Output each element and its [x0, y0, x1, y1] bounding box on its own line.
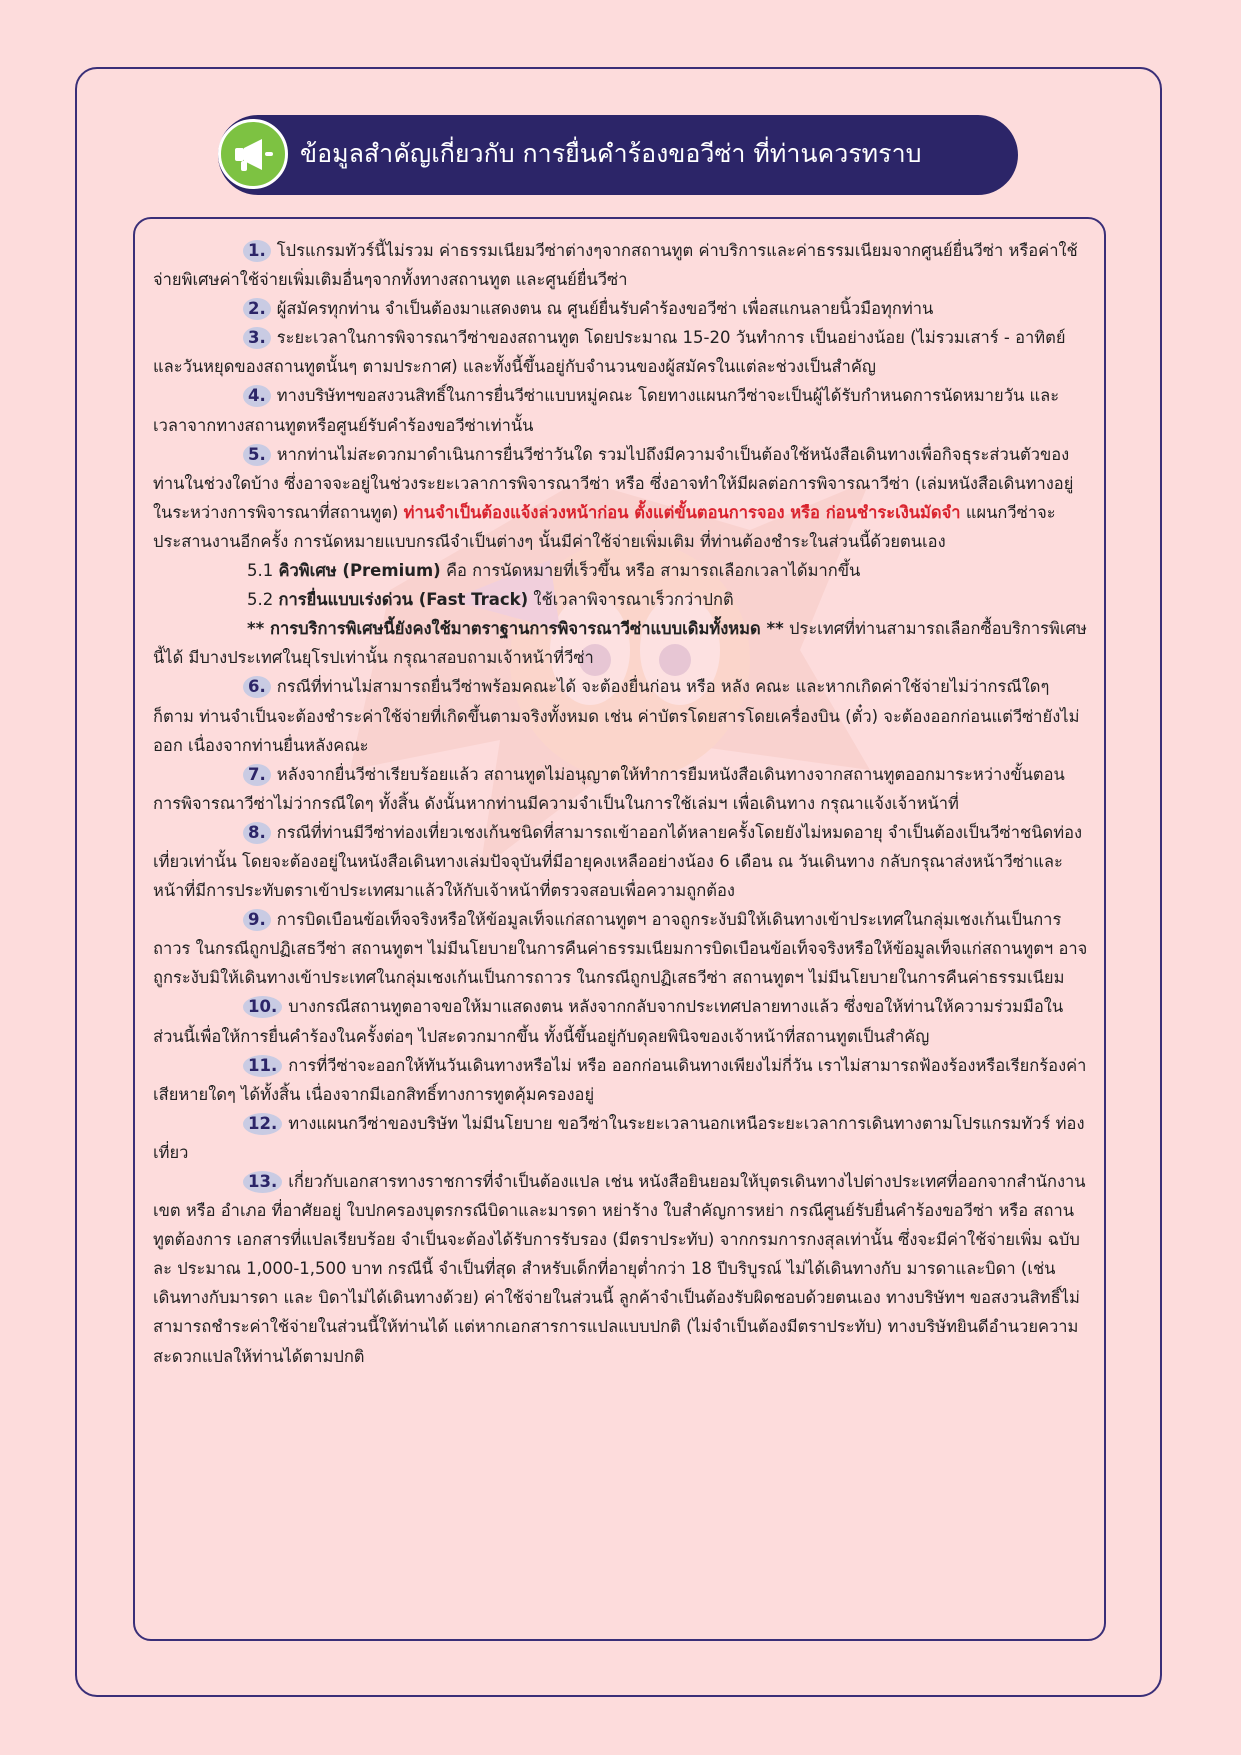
list-item [153, 905, 1088, 992]
list-item [153, 323, 1088, 381]
item-number: 7. [243, 764, 271, 786]
item-number: 1. [243, 240, 271, 262]
item-text: การบิดเบือนข้อเท็จจริงหรือให้ข้อมูลเท็จแก่สถานทูตฯ อาจถูกระงับมิให้เดินทางเข้าประเทศในกลุ่มเชงเก้นเป็นการถาวร ในกรณีถูกปฏิเสธวีซ่า สถานทูตฯ ไม่มีนโยบายในการคืนค่าธรรมเนียมการบิดเบือนข้อเท็จจริงหรือให้ข้อมูลเท็จแก่สถานทูตฯ อาจถูกระงับมิให้เดินทางเข้าประเทศในกลุ่มเชงเก้นเป็นการถาวร ในกรณีถูกปฏิเสธวีซ่า สถานทูตฯ ไม่มีนโยบายในการคืนค่าธรรมเนียม [153, 910, 1088, 988]
item-text: โปรแกรมทัวร์นี้ไม่รวม ค่าธรรมเนียมวีซ่าต่างๆจากสถานทูต ค่าบริการและค่าธรรมเนียมจากศูนย์ยื่นวีซ่า หรือค่าใช้จ่ายพิเศษค่าใช้จ่ายเพิ่มเติมอื่นๆจากทั้งทางสถานทูต และศูนย์ยื่นวีซ่า [153, 241, 1078, 290]
item-text: ทางแผนกวีซ่าของบริษัท ไม่มีนโยบาย ขอวีซ่าในระยะเวลานอกเหนือระยะเวลาการเดินทางตามโปรแกรมทัวร์ ท่องเที่ยว [153, 1113, 1085, 1162]
item-text: ผู้สมัครทุกท่าน จำเป็นต้องมาแสดงตน ณ ศูนย์ยื่นรับคำร้องขอวีซ่า เพื่อสแกนลายนิ้วมือทุกท่าน [276, 299, 934, 319]
sub-item-text: คือ การนัดหมายที่เร็วขึ้น หรือ สามารถเลือกเวลาได้มากขึ้น [445, 561, 861, 581]
item-number: 3. [243, 327, 271, 349]
item-text: แผนกวีซ่าจะประสานงานอีกครั้ง การนัดหมายแบบกรณีจำเป็นต่างๆ นั้นมีค่าใช้จ่ายเพิ่มเติม ที่ท่านต้องชำระในส่วนนี้ด้วยตนเอง [153, 502, 1056, 551]
item-text: ทางบริษัทฯขอสงวนสิทธิ์ในการยื่นวีซ่าแบบหมู่คณะ โดยทางแผนกวีซ่าจะเป็นผู้ได้รับกำหนดการนัดหมายวัน และเวลาจากทางสถานทูตหรือศูนย์รับคำร้องขอวีซ่าเท่านั้น [153, 386, 1060, 435]
item-number: 11. [243, 1055, 282, 1077]
megaphone-icon [218, 119, 288, 189]
sub-item-title: คิวพิเศษ (Premium) [278, 561, 441, 581]
page-title: ข้อมูลสำคัญเกี่ยวกับ การยื่นคำร้องขอวีซ่า ที่ท่านควรทราบ [300, 139, 922, 168]
item-number: 10. [243, 996, 282, 1018]
sub-item [153, 556, 1088, 585]
item-text: การที่วีซ่าจะออกให้ทันวันเดินทางหรือไม่ หรือ ออกก่อนเดินทางเพียงไม่กี่วัน เราไม่สามารถฟ้องร้องหรือเรียกร้องค่าเสียหายใดๆ ได้ทั้งสิ้น เนื่องจากมีเอกสิทธิ์ทางการทูตคุ้มครองอยู่ [153, 1055, 1087, 1104]
item-number: 6. [243, 676, 271, 698]
item-number: 5. [243, 444, 271, 466]
list-item [153, 818, 1088, 905]
item-text: บางกรณีสถานทูตอาจขอให้มาแสดงตน หลังจากกลับจากประเทศปลายทางแล้ว ซึ่งขอให้ท่านให้ความร่วมมือในส่วนนี้เพื่อให้การยื่นคำร้องในครั้งต่อๆ ไปสะดวกมากขึ้น ทั้งนี้ขึ้นอยู่กับดุลยพินิจของเจ้าหน้าที่สถานทูตเป็นสำคัญ [153, 997, 1064, 1046]
item-text: กรณีที่ท่านไม่สามารถยื่นวีซ่าพร้อมคณะได้ จะต้องยื่นก่อน หรือ หลัง คณะ และหากเกิดค่าใช้จ่ายไม่ว่ากรณีใดๆ ก็ตาม ท่านจำเป็นจะต้องชำระค่าใช้จ่ายที่เกิดขึ้นตามจริงทั้งหมด เช่น ค่าบัตรโดยสารโดยเครื่องบิน (ตั๋ว) จะต้องออกก่อนแต่วีซ่ายังไม่ออก เนื่องจากท่านยื่นหลังคณะ [153, 677, 1080, 755]
item-number: 13. [243, 1171, 282, 1193]
item-number: 12. [243, 1113, 282, 1135]
item-text: กรณีที่ท่านมีวีซ่าท่องเที่ยวเชงเก้นชนิดที่สามารถเข้าออกได้หลายครั้งโดยยังไม่หมดอายุ จำเป็นต้องเป็นวีซ่าชนิดท่องเที่ยวเท่านั้น โดยจะต้องอยู่ในหนังสือเดินทางเล่มปัจจุบันที่มีอายุคงเหลืออย่างน้อง 6 เดือน ณ วันเดินทาง กลับกรุณาส่งหน้าวีซ่าและหน้าที่มีการประทับตราเข้าประเทศมาแล้วให้กับเจ้าหน้าที่ตรวจสอบเพื่อความถูกต้อง [153, 822, 1083, 901]
list-item [153, 1167, 1088, 1371]
sub-item-number: 5.1 [247, 561, 274, 581]
item-text: หากท่านไม่สะดวกมาดำเนินการยื่นวีซ่าวันใด รวมไปถึงมีความจำเป็นต้องใช้หนังสือเดินทางเพื่อกิจธุระส่วนตัวของท่านในช่วงใดบ้าง ซึ่งอาจจะอยู่ในช่วงระยะเวลาการพิจารณาวีซ่า หรือ ซึ่งอาจทำให้มีผลต่อการพิจารณาวีซ่า (เล่มหนังสือเดินทางอยู่ในระหว่างการพิจารณาที่สถานทูต) [153, 444, 1074, 522]
list-item [153, 992, 1088, 1050]
item-number: 9. [243, 909, 271, 931]
list-item [153, 1051, 1088, 1109]
sub-item-number: 5.2 [247, 590, 274, 610]
sub-item [153, 585, 1088, 614]
terms-content [153, 236, 1088, 1371]
sub-item-text: ใช้เวลาพิจารณาเร็วกว่าปกติ [533, 590, 734, 610]
list-item [153, 381, 1088, 439]
item-number: 8. [243, 822, 271, 844]
item-number: 2. [243, 298, 271, 320]
list-item [153, 760, 1088, 818]
item-number: 4. [243, 385, 271, 407]
item-text: ระยะเวลาในการพิจารณาวีซ่าของสถานทูต โดยประมาณ 15-20 วันทำการ เป็นอย่างน้อย (ไม่รวมเสาร์ - อาทิตย์ และวันหยุดของสถานทูตนั้นๆ ตามประกาศ) และทั้งนี้ขึ้นอยู่กับจำนวนของผู้สมัครในแต่ละช่วงเป็นสำคัญ [153, 328, 1066, 377]
warning-text: ท่านจำเป็นต้องแจ้งล่วงหน้าก่อน ตั้งแต่ขั้นตอนการจอง หรือ ก่อนชำระเงินมัดจำ [403, 502, 961, 522]
sub-item-title: การยื่นแบบเร่งด่วน (Fast Track) [278, 590, 529, 610]
note-text: ประเทศที่ท่านสามารถเลือกซื้อบริการพิเศษนี้ได้ มีบางประเทศในยุโรปเท่านั้น กรุณาสอบถามเจ้าหน้าที่วีซ่า [153, 619, 1087, 668]
list-item [153, 440, 1088, 556]
note-title: ** การบริการพิเศษนี้ยังคงใช้มาตราฐานการพิจารณาวีซ่าแบบเดิมทั้งหมด ** [247, 619, 784, 639]
item-text: หลังจากยื่นวีซ่าเรียบร้อยแล้ว สถานทูตไม่อนุญาตให้ทำการยืมหนังสือเดินทางจากสถานทูตออกมาระหว่างขั้นตอนการพิจารณาวีซ่าไม่ว่ากรณีใดๆ ทั้งสิ้น ดังนั้นหากท่านมีความจำเป็นในการใช้เล่มฯ เพื่อเดินทาง กรุณาแจ้งเจ้าหน้าที่ [153, 764, 1065, 813]
note-paragraph [153, 614, 1088, 672]
list-item [153, 294, 1088, 323]
item-text: เกี่ยวกับเอกสารทางราชการที่จำเป็นต้องแปล เช่น หนังสือยินยอมให้บุตรเดินทางไปต่างประเทศที่ออกจากสำนักงานเขต หรือ อำเภอ ที่อาศัยอยู่ ใบปกครองบุตรกรณีบิดาและมารดา หย่าร้าง ใบสำคัญการหย่า กรณีศูนย์รับยื่นคำร้องขอวีซ่า หรือ สถานทูตต้องการ เอกสารที่แปลเรียบร้อย จำเป็นจะต้องได้รับการรับรอง (มีตราประทับ) จากกรมการกงสุลเท่านั้น ซึ่งจะมีค่าใช้จ่ายเพิ่ม ฉบับละ ประมาณ 1,000-1,500 บาท กรณีนี้ จำเป็นที่สุด สำหรับเด็กที่อายุต่ำกว่า 18 ปีบริบูรณ์ ไม่ได้เดินทางกับ มารดาและบิดา (เช่น เดินทางกับมารดา และ บิดาไม่ได้เดินทางด้วย) ค่าใช้จ่ายในส่วนนี้ ลูกค้าจำเป็นต้องรับผิดชอบด้วยตนเอง ทางบริษัทฯ ขอสงวนสิทธิ์ไม่สามารถชำระค่าใช้จ่ายในส่วนนี้ให้ท่านได้ แต่หากเอกสารการแปลแบบปกติ (ไม่จำเป็นต้องมีตราประทับ) ทางบริษัทยินดีอำนวยความสะดวกแปลให้ท่านได้ตามปกติ [153, 1172, 1086, 1366]
list-item [153, 236, 1088, 294]
list-item [153, 672, 1088, 759]
list-item [153, 1109, 1088, 1167]
